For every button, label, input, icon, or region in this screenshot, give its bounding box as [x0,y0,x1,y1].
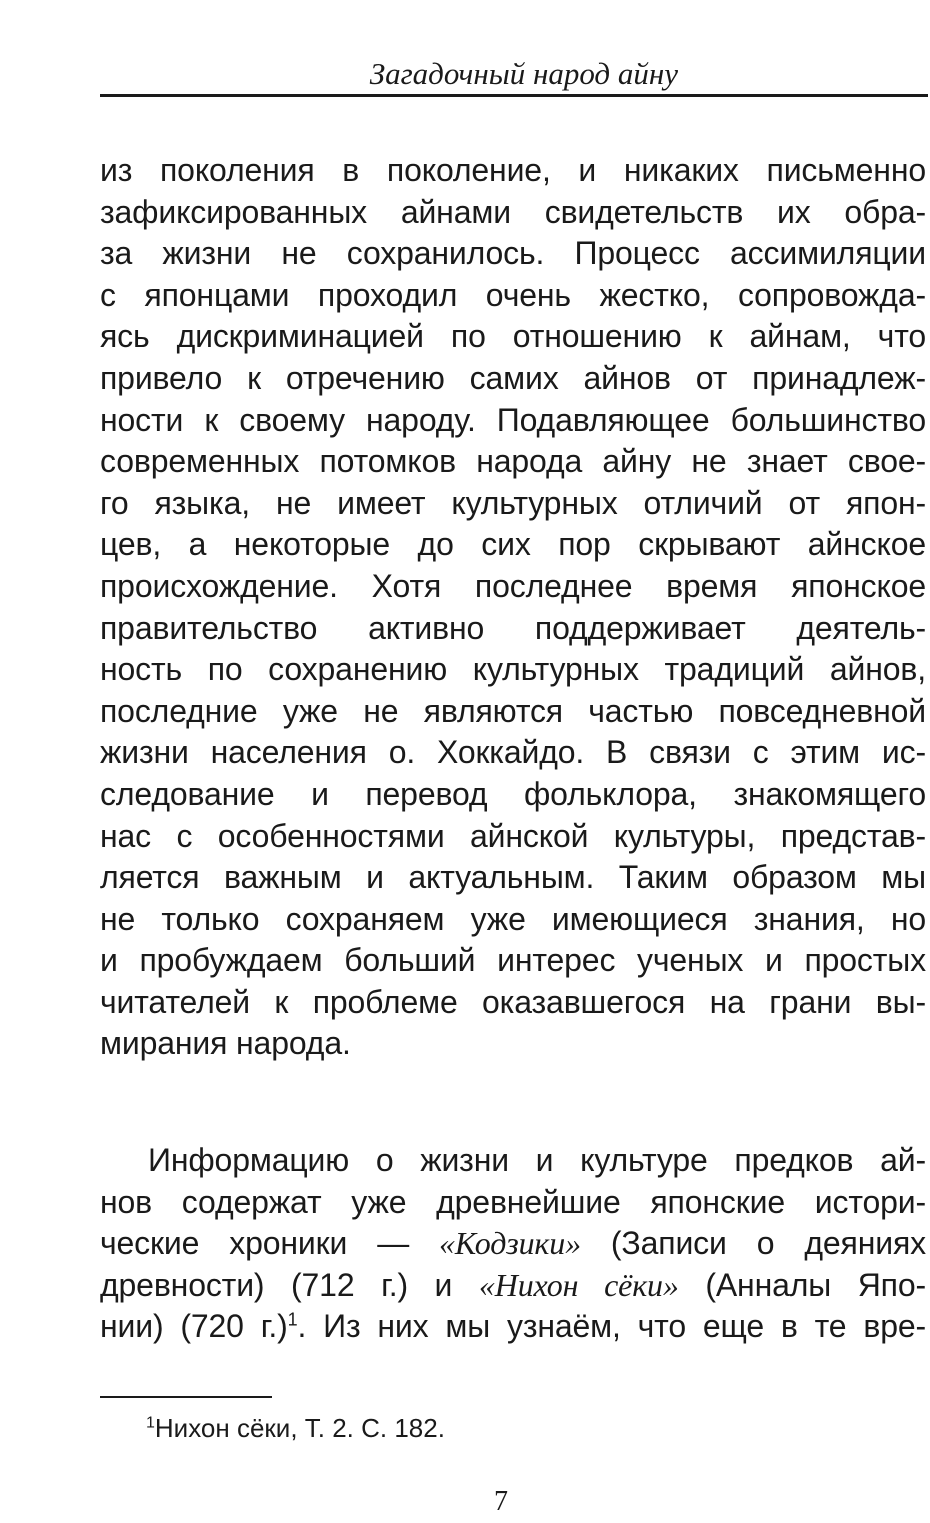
header-rule [100,94,928,97]
text-line: и пробуждаем больший интерес ученых и простых [100,942,926,979]
text-span: древности) (712 г.) и [100,1266,479,1303]
text-line: го языка, не имеет культурных отличий от япон- [100,484,926,521]
footnote-text: Нихон сёки, Т. 2. С. 182. [154,1413,445,1443]
text-line: нов содержат уже древнейшие японские истори- [100,1183,926,1220]
text-line: правительство активно поддерживает деятель- [100,609,926,646]
text-line: привело к отречению самих айнов от принадлеж- [100,359,926,396]
footnote [146,1413,445,1444]
text-line [100,1265,926,1307]
text-line: из поколения в поколение, и никаких письменно [100,152,926,188]
running-title: Загадочный народ айну [369,56,678,91]
text-line: за жизни не сохранилось. Процесс ассимиляции [100,235,926,272]
paragraph-1 [100,150,926,1065]
page-number: 7 [494,1486,508,1517]
text-line [100,1306,926,1348]
text-line: мирания народа. [100,1025,351,1062]
text-line: следование и перевод фольклора, знакомящего [100,775,926,812]
text-line: происхождение. Хотя последнее время японское [100,567,926,604]
text-line: ность по сохранению культурных традиций айнов, [100,651,926,688]
title-nihon-shoki: «Нихон сёки» [478,1266,679,1303]
text-line: жизни населения о. Хоккайдо. В связи с этим ис- [100,734,926,771]
paragraph-2 [100,1140,926,1348]
footnote-marker: 1 [146,1414,155,1432]
running-header [100,48,928,100]
text-span: (Записи о деяниях [580,1225,926,1262]
text-line [100,1223,926,1265]
text-line: последние уже не являются частью повседневной [100,692,926,729]
text-line: ности к своему народу. Подавляющее большинство [100,401,926,438]
footnote-reference[interactable]: 1 [287,1309,298,1330]
text-span: нии) (720 г.) [100,1308,288,1345]
text-line: ляется важным и актуальным. Таким образом мы [100,859,926,896]
text-line: ясь дискриминацией по отношению к айнам, что [100,318,926,355]
footnote-rule [100,1396,272,1398]
text-line: Информацию о жизни и культуре предков ай- [148,1142,926,1178]
text-line: нас с особенностями айнской культуры, представ- [100,817,926,854]
title-kojiki: «Кодзики» [439,1225,581,1262]
text-line: зафиксированных айнами свидетельств их обра- [100,193,926,230]
text-line: читателей к проблеме оказавшегося на грани вы- [100,983,926,1020]
text-line: цев, а некоторые до сих пор скрывают айнское [100,526,926,563]
text-span: ческие хроники — [100,1225,440,1262]
text-span: . Из них мы узнаём, что еще в те вре- [297,1308,926,1345]
text-line: современных потомков народа айну не знает свое- [100,443,926,480]
text-line: не только сохраняем уже имеющиеся знания, но [100,900,926,937]
text-span: (Анналы Япо- [678,1266,927,1303]
text-line: с японцами проходил очень жестко, сопровожда- [100,276,926,313]
